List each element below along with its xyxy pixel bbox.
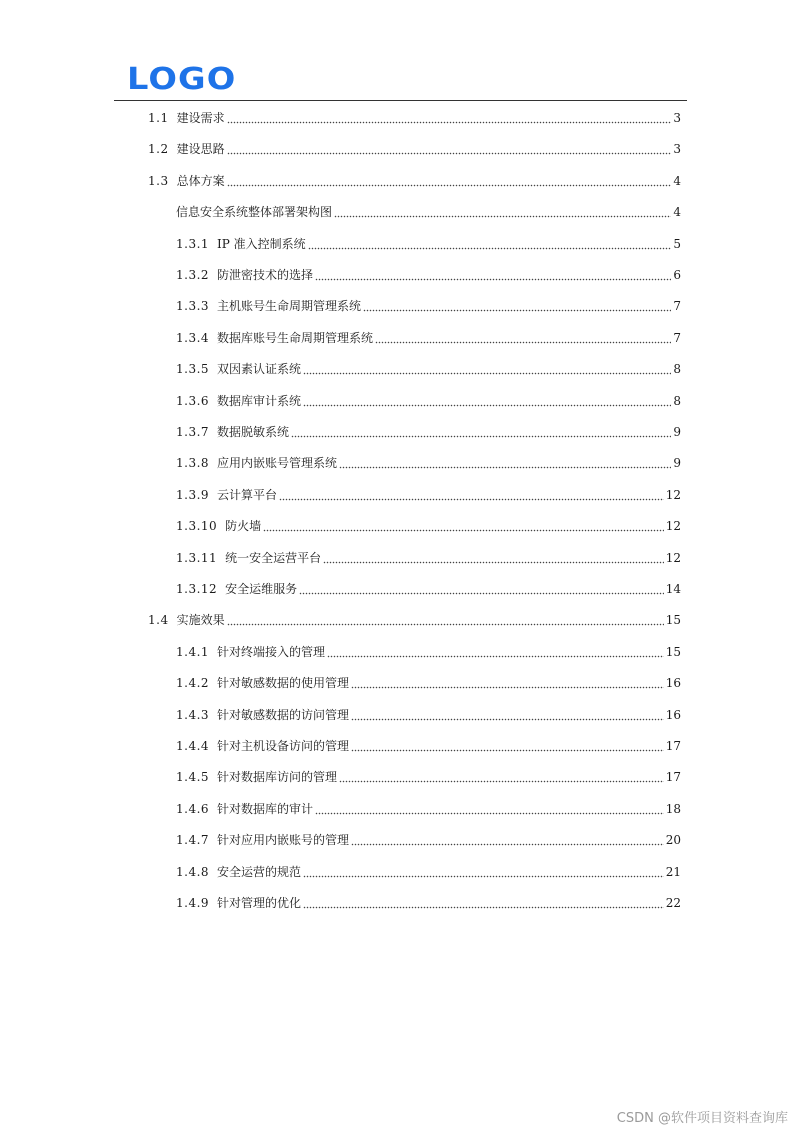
toc-entry-page-number: 16 [665,707,681,722]
toc-entry-number: 1.4.3 [176,707,210,722]
toc-entry[interactable] [176,483,681,507]
toc-entry-number: 1.3.9 [176,487,210,502]
toc-entry-number: 1.3.10 [176,519,218,534]
toc-entry[interactable] [176,326,681,350]
toc-dot-leader [351,703,664,727]
toc-dot-leader [227,608,664,632]
toc-dot-leader [351,828,664,852]
toc-entry-page-number: 17 [665,770,681,785]
toc-entry[interactable] [176,703,681,727]
toc-dot-leader [227,137,671,161]
toc-entry-number: 1.3.7 [176,425,210,439]
toc-entry-page-number: 20 [665,833,681,848]
toc-entry[interactable] [176,263,681,287]
toc-entry-page-number: 12 [665,550,681,565]
toc-entry-page-number: 7 [673,330,681,345]
toc-entry-page-number: 22 [665,896,681,910]
toc-entry[interactable] [176,860,681,884]
toc-entry-page-number: 9 [673,425,681,439]
toc-entry[interactable] [176,514,681,538]
toc-dot-leader [363,294,671,318]
toc-entry-page-number: 12 [665,519,681,534]
toc-entry[interactable] [176,357,681,381]
toc-dot-leader [291,420,671,444]
toc-dot-leader [327,640,664,664]
toc-entry-title: IP 准入控制系统 [217,236,306,251]
toc-entry-page-number: 4 [673,205,681,220]
toc-entry-page-number: 17 [665,739,681,753]
toc-entry[interactable] [176,640,681,664]
toc-entry[interactable] [176,765,681,789]
toc-entry-title: 信息安全系统整体部署架构图 [176,205,333,220]
toc-dot-leader [303,860,664,884]
toc-entry-number: 1.4.5 [176,770,210,785]
toc-dot-leader [303,389,671,413]
toc-dot-leader [308,232,671,256]
toc-entry-page-number: 8 [673,362,681,377]
csdn-watermark: CSDN @软件项目资料查询库 [616,1111,788,1126]
toc-entry-number: 1.3.1 [176,236,210,251]
toc-entry-page-number: 4 [673,173,681,188]
toc-entry-page-number: 3 [673,111,681,125]
toc-entry-page-number: 18 [665,801,681,816]
toc-entry[interactable] [176,828,681,852]
toc-dot-leader [303,357,671,381]
toc-entry[interactable] [148,608,681,632]
toc-entry[interactable] [176,294,681,318]
toc-entry-number: 1.1 [148,111,169,125]
toc-entry-number: 1.3.4 [176,330,210,345]
toc-entry-title: 安全运营的规范 [217,864,302,879]
toc-entry-title: 针对管理的优化 [217,896,302,910]
toc-entry-number: 1.4.7 [176,833,210,848]
toc-entry[interactable] [176,232,681,256]
toc-entry-number: 1.3.6 [176,393,210,408]
toc-entry[interactable] [176,389,681,413]
toc-entry-number: 1.2 [148,142,169,157]
toc-entry-title: 针对应用内嵌账号的管理 [217,833,350,848]
toc-entry-title: 总体方案 [176,173,225,188]
toc-entry-number: 1.4.1 [176,644,210,659]
toc-entry-title: 防火墙 [225,519,262,534]
toc-entry[interactable] [176,891,681,915]
toc-entry[interactable] [148,169,681,193]
toc-entry-title: 针对主机设备访问的管理 [217,739,350,753]
toc-dot-leader [315,263,671,287]
toc-entry-number: 1.4.6 [176,801,210,816]
toc-entry[interactable] [176,797,681,821]
toc-entry-page-number: 8 [673,393,681,408]
toc-entry[interactable] [176,200,681,224]
toc-entry-number: 1.3.8 [176,456,210,471]
toc-dot-leader [339,451,671,475]
toc-entry[interactable] [148,137,681,161]
toc-dot-leader [279,483,664,507]
toc-entry-page-number: 5 [673,236,681,251]
toc-dot-leader [323,546,664,570]
toc-dot-leader [339,765,664,789]
toc-entry-title: 建设需求 [176,111,225,125]
company-logo: LOGO [127,62,237,97]
toc-entry-title: 主机账号生命周期管理系统 [217,299,362,314]
toc-entry-title: 针对敏感数据的访问管理 [217,707,350,722]
toc-entry-page-number: 6 [673,268,681,282]
toc-entry-number: 1.4.4 [176,739,210,753]
toc-entry[interactable] [176,577,681,601]
toc-entry-title: 数据脱敏系统 [217,425,290,439]
toc-entry-page-number: 15 [665,613,681,628]
toc-entry-title: 云计算平台 [217,487,278,502]
toc-entry-title: 实施效果 [176,613,225,628]
toc-entry-page-number: 21 [665,864,681,879]
toc-entry-number: 1.3.3 [176,299,210,314]
toc-entry[interactable] [176,671,681,695]
header-divider [114,100,687,101]
toc-entry-page-number: 3 [673,142,681,157]
toc-entry-title: 安全运维服务 [225,582,298,596]
toc-entry[interactable] [176,734,681,758]
toc-dot-leader [351,671,664,695]
toc-entry-title: 统一安全运营平台 [225,550,322,565]
toc-entry-title: 针对终端接入的管理 [217,644,326,659]
toc-entry-page-number: 12 [665,487,681,502]
toc-entry-page-number: 14 [665,582,681,596]
toc-entry-number: 1.4.8 [176,864,210,879]
toc-dot-leader [375,326,671,350]
toc-entry-page-number: 9 [673,456,681,471]
toc-entry-title: 数据库审计系统 [217,393,302,408]
toc-entry-title: 针对数据库访问的管理 [217,770,338,785]
toc-entry-title: 针对敏感数据的使用管理 [217,676,350,691]
toc-dot-leader [263,514,664,538]
toc-entry[interactable] [176,420,681,444]
toc-entry-number: 1.3.2 [176,268,210,282]
toc-entry-title: 防泄密技术的选择 [217,268,314,282]
toc-entry-title: 针对数据库的审计 [217,801,314,816]
toc-entry-number: 1.4.2 [176,676,210,691]
toc-dot-leader [227,169,671,193]
toc-entry-title: 数据库账号生命周期管理系统 [217,330,374,345]
toc-dot-leader [227,106,671,130]
toc-entry-number: 1.4 [148,613,169,628]
toc-entry-title: 建设思路 [176,142,225,157]
toc-entry-page-number: 16 [665,676,681,691]
toc-dot-leader [315,797,664,821]
toc-dot-leader [351,734,664,758]
toc-dot-leader [334,200,671,224]
toc-entry-number: 1.3 [148,173,169,188]
toc-entry-page-number: 15 [665,644,681,659]
toc-entry[interactable] [176,451,681,475]
toc-entry-number: 1.3.11 [176,550,218,565]
toc-entry[interactable] [148,106,681,130]
toc-entry-number: 1.3.5 [176,362,210,377]
toc-entry-number: 1.3.12 [176,582,218,596]
toc-dot-leader [299,577,664,601]
toc-entry-title: 双因素认证系统 [217,362,302,377]
toc-entry-number: 1.4.9 [176,896,210,910]
toc-entry[interactable] [176,546,681,570]
toc-dot-leader [303,891,664,915]
toc-entry-title: 应用内嵌账号管理系统 [217,456,338,471]
toc-entry-page-number: 7 [673,299,681,314]
